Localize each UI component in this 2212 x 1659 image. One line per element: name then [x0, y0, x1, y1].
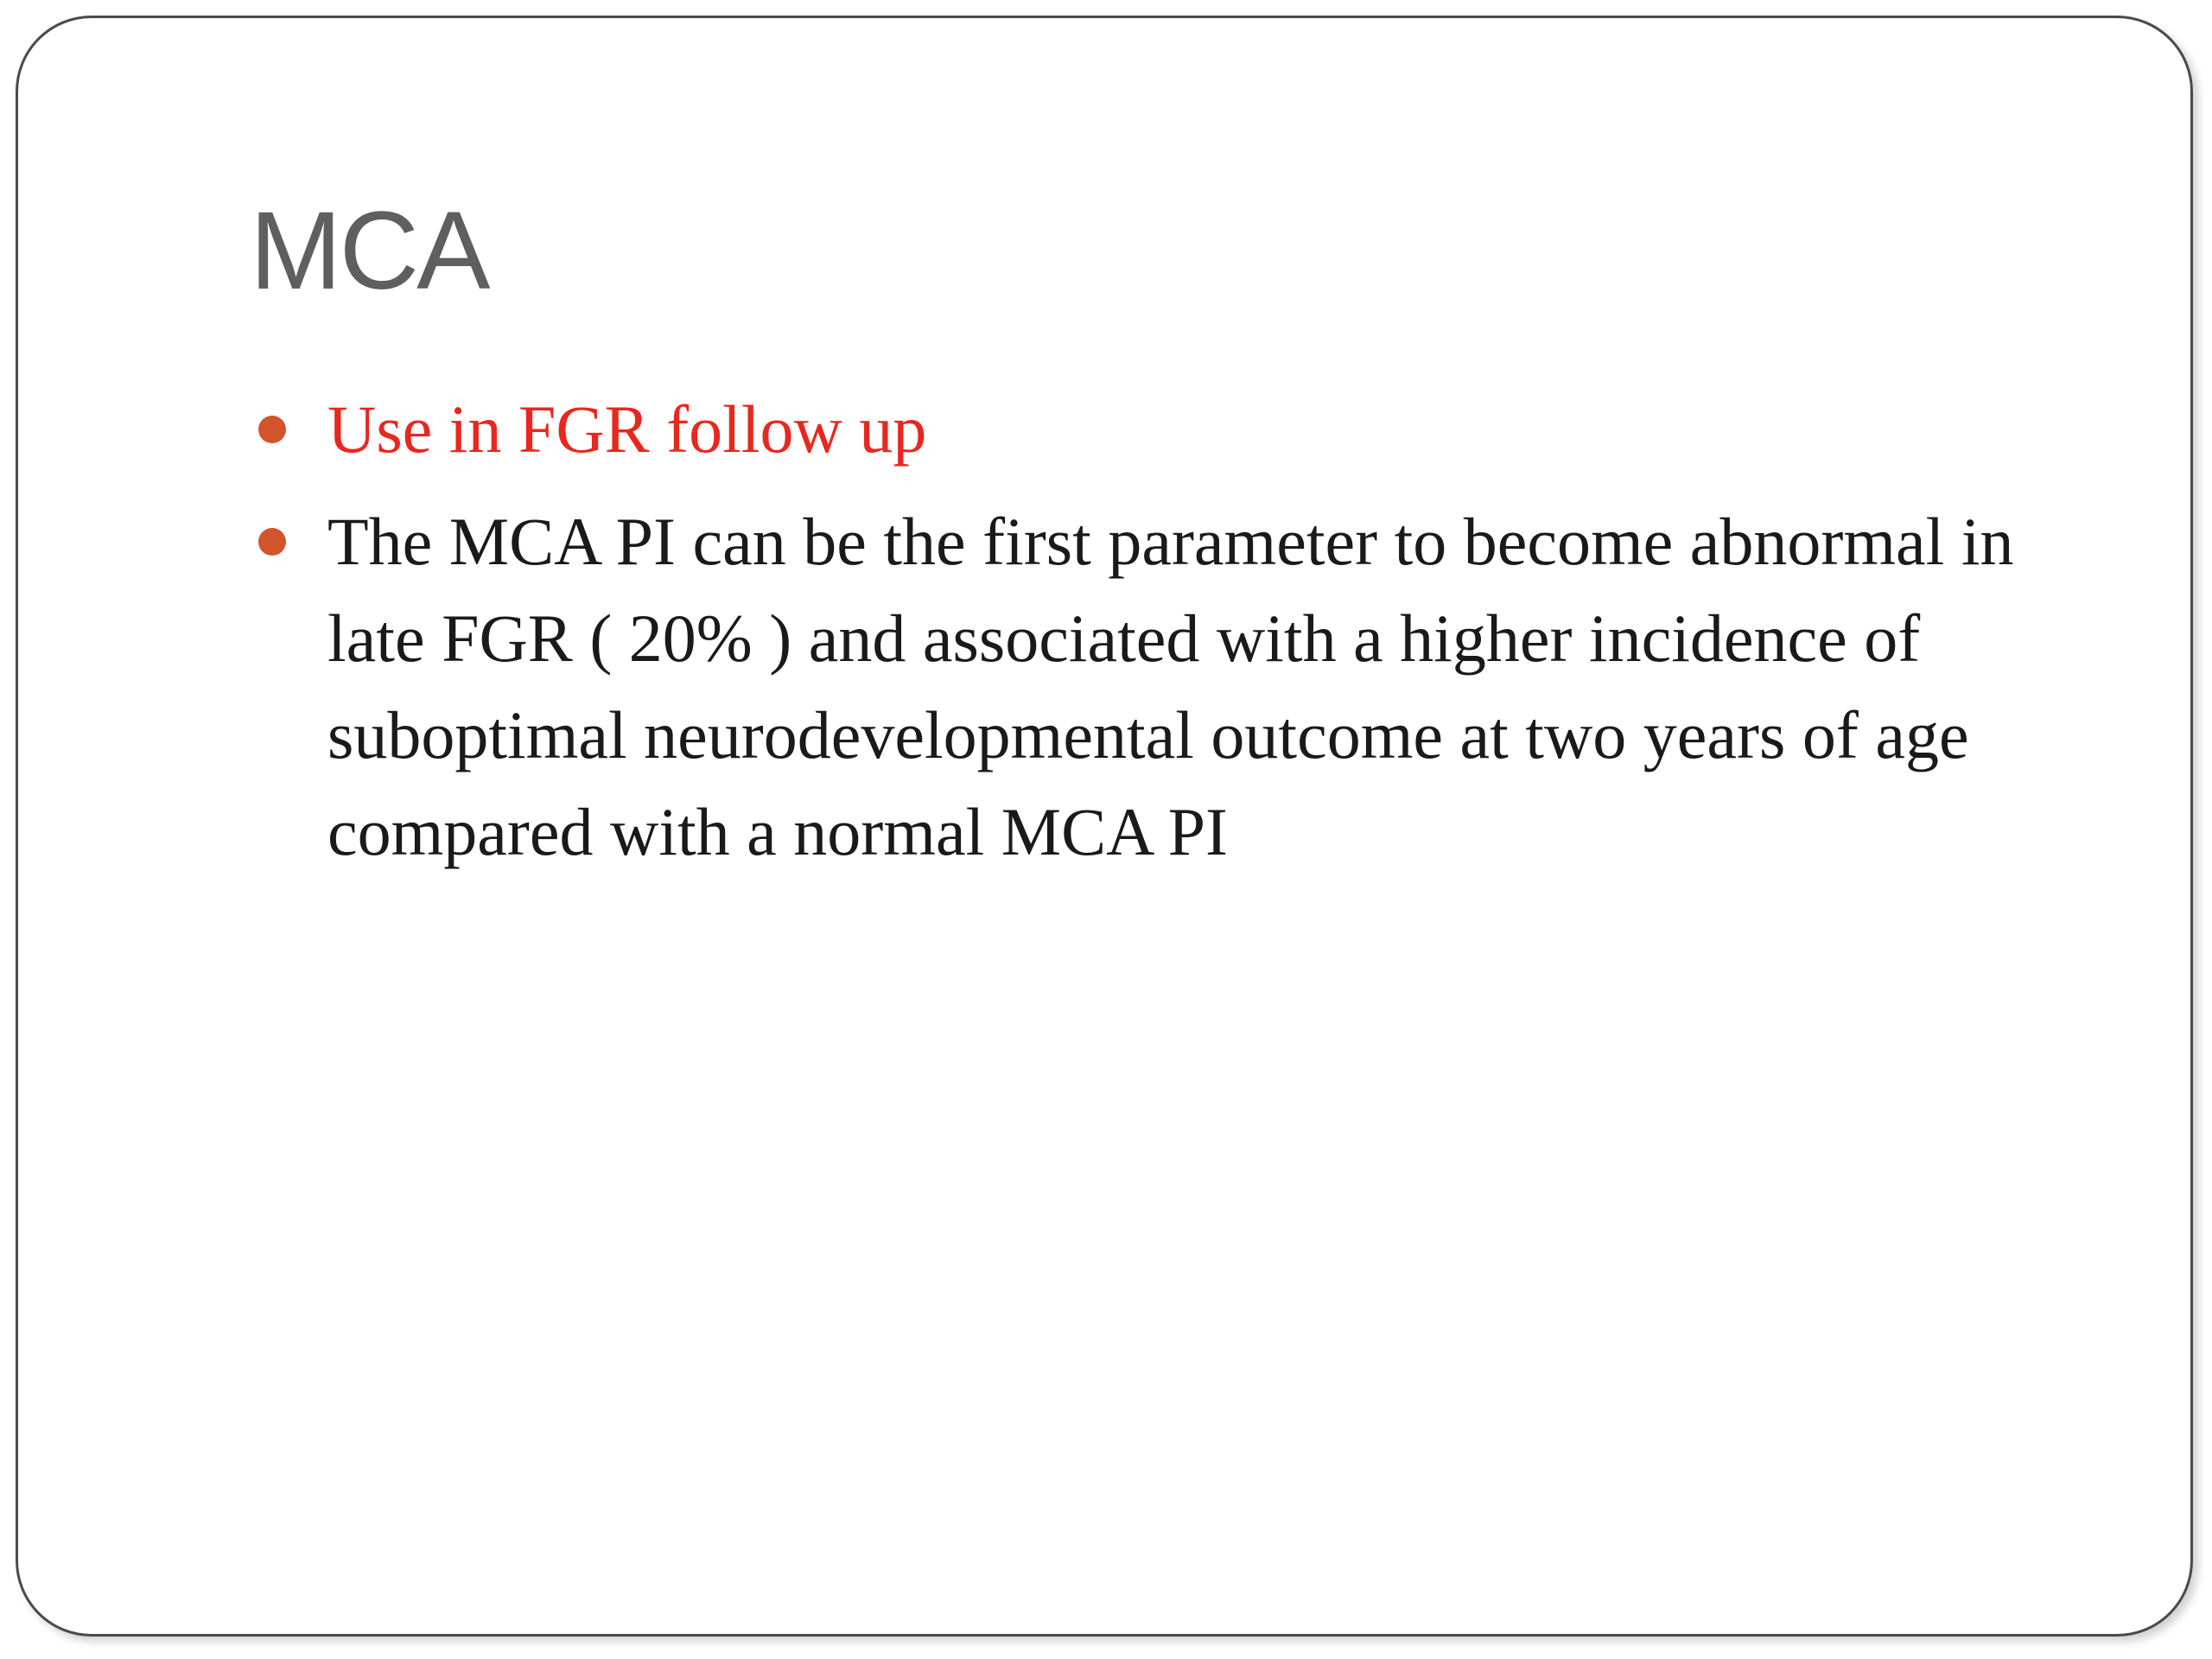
slide-title: MCA — [250, 189, 488, 313]
bullet-text: The MCA PI can be the first parameter to become abnormal in late FGR ( 20% ) and associated with a higher incidence of suboptimal neurodevelopmental outcome at two years of age compared with a normal MCA PI — [327, 504, 2014, 869]
bullet-list — [245, 381, 2094, 896]
bullet-item — [245, 381, 2094, 478]
bullet-item — [245, 493, 2094, 880]
bullet-dot-icon — [258, 416, 286, 443]
bullet-text: Use in FGR follow up — [327, 391, 927, 467]
bullet-dot-icon — [258, 528, 286, 556]
slide — [16, 16, 2193, 1637]
